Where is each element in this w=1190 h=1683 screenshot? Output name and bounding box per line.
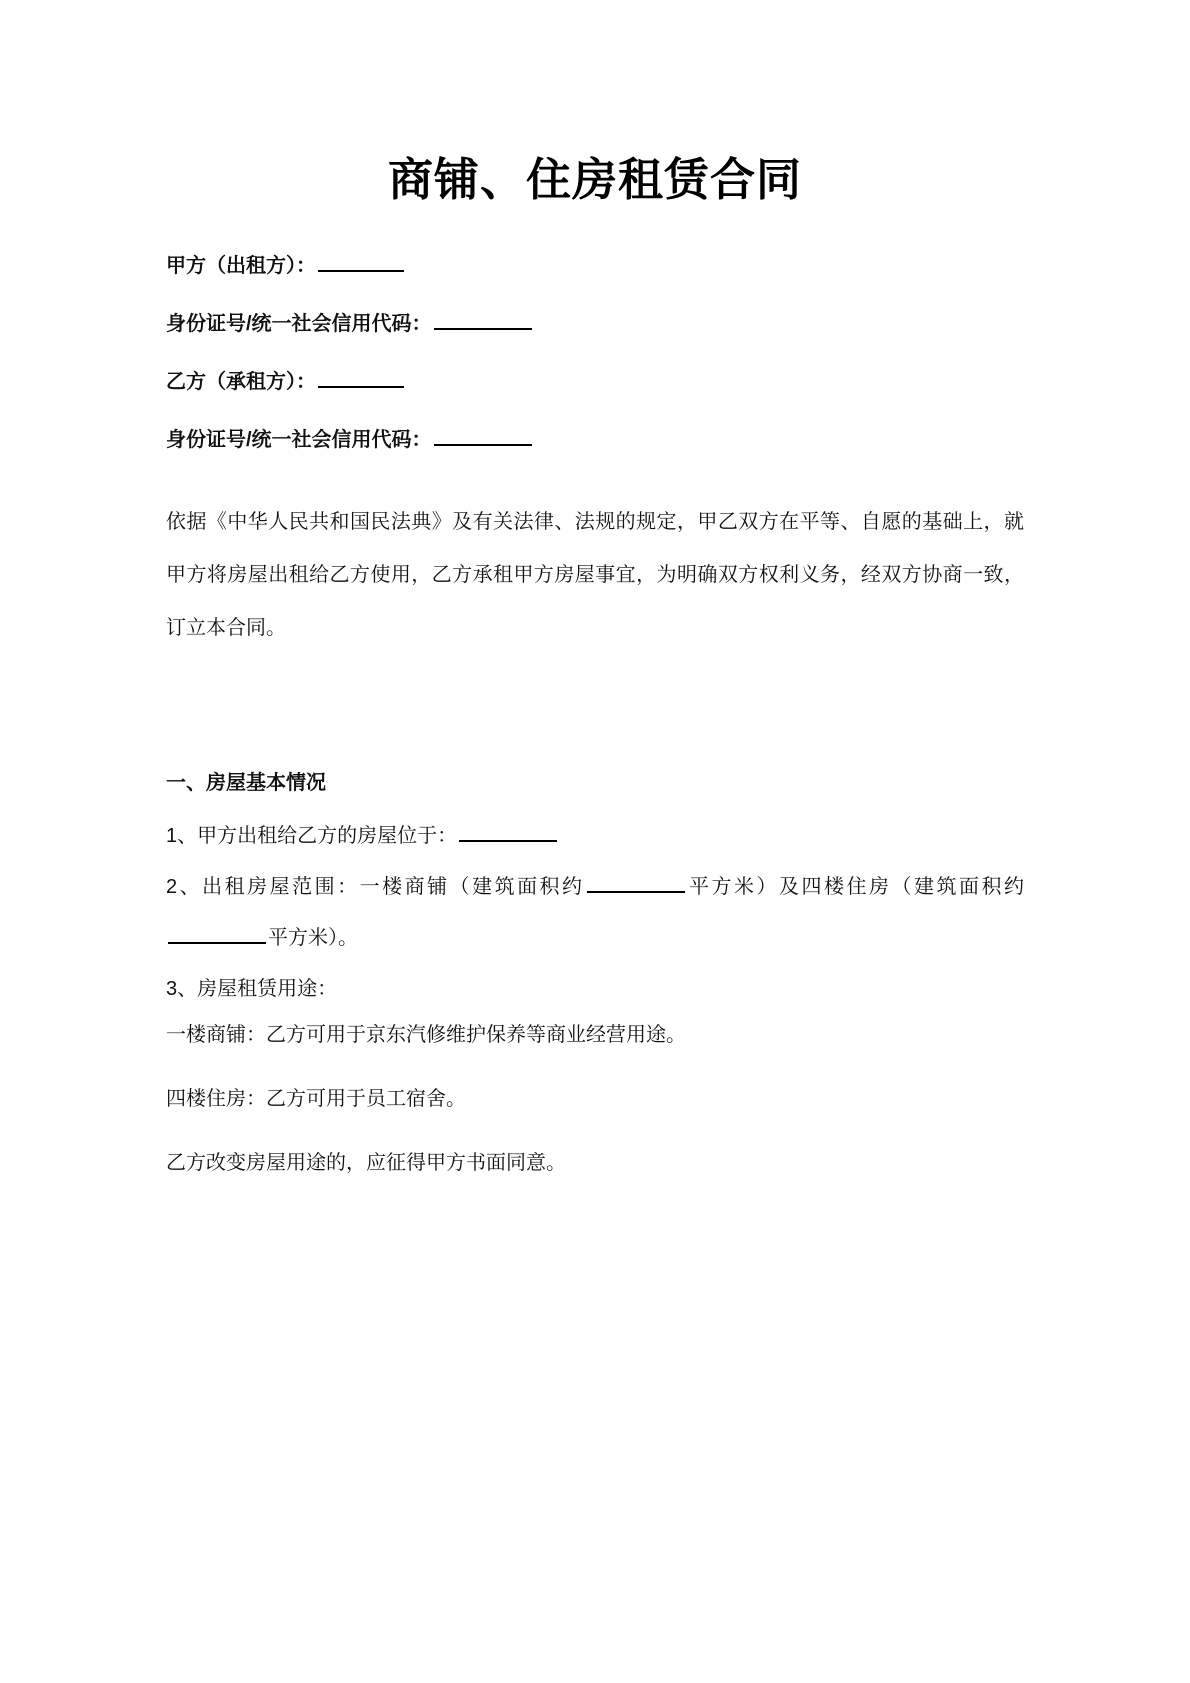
clause-2-text-part-2: 平方米）及四楼住房（建筑面积约 [686, 876, 1025, 899]
tenant-name-label: 乙方（承租方）： [166, 371, 316, 394]
section-heading-one: 一、房屋基本情况 [166, 772, 326, 795]
clause-2-text-part-1: 2、出租房屋范围：一楼商铺（建筑面积约 [166, 876, 585, 899]
party-information-block [166, 256, 1024, 450]
clause-2-property-scope [166, 862, 1024, 964]
clause-2-shop-area-blank[interactable] [587, 891, 685, 893]
clause-2-residence-area-blank[interactable] [168, 942, 266, 944]
tenant-name-field [166, 372, 1024, 392]
tenant-id-label: 身份证号/统一社会信用代码： [166, 429, 432, 452]
landlord-id-label: 身份证号/统一社会信用代码： [166, 313, 432, 336]
landlord-name-field [166, 256, 1024, 276]
clause-3-usage-heading: 3、房屋租赁用途： [166, 978, 338, 1001]
usage-line-change-consent: 乙方改变房屋用途的，应征得甲方书面同意。 [166, 1152, 566, 1175]
clause-2-text-part-3: 平方米）。 [268, 927, 358, 950]
clause-1-property-location [166, 811, 1024, 862]
landlord-name-label: 甲方（出租方）： [166, 255, 316, 278]
tenant-name-blank[interactable] [318, 386, 404, 388]
landlord-name-blank[interactable] [318, 270, 404, 272]
clause-1-blank[interactable] [459, 840, 557, 842]
clause-1-text: 1、甲方出租给乙方的房屋位于： [166, 825, 458, 848]
tenant-id-blank[interactable] [434, 444, 532, 446]
page-title: 商铺、住房租赁合同 [387, 154, 802, 205]
tenant-id-field [166, 430, 1024, 450]
document-content [166, 0, 1024, 1173]
usage-line-shop: 一楼商铺：乙方可用于京东汽修维护保养等商业经营用途。 [166, 1024, 686, 1047]
usage-line-residence: 四楼住房：乙方可用于员工宿舍。 [166, 1088, 466, 1111]
landlord-id-field [166, 314, 1024, 334]
usage-lines-group [166, 1025, 1024, 1173]
landlord-id-blank[interactable] [434, 328, 532, 330]
preamble-paragraph: 依据《中华人民共和国民法典》及有关法律、法规的规定，甲乙双方在平等、自愿的基础上，就甲方将房屋出租给乙方使用，乙方承租甲方房屋事宜，为明确双方权利义务，经双方协商一致，订立本合同。 [166, 511, 1024, 640]
